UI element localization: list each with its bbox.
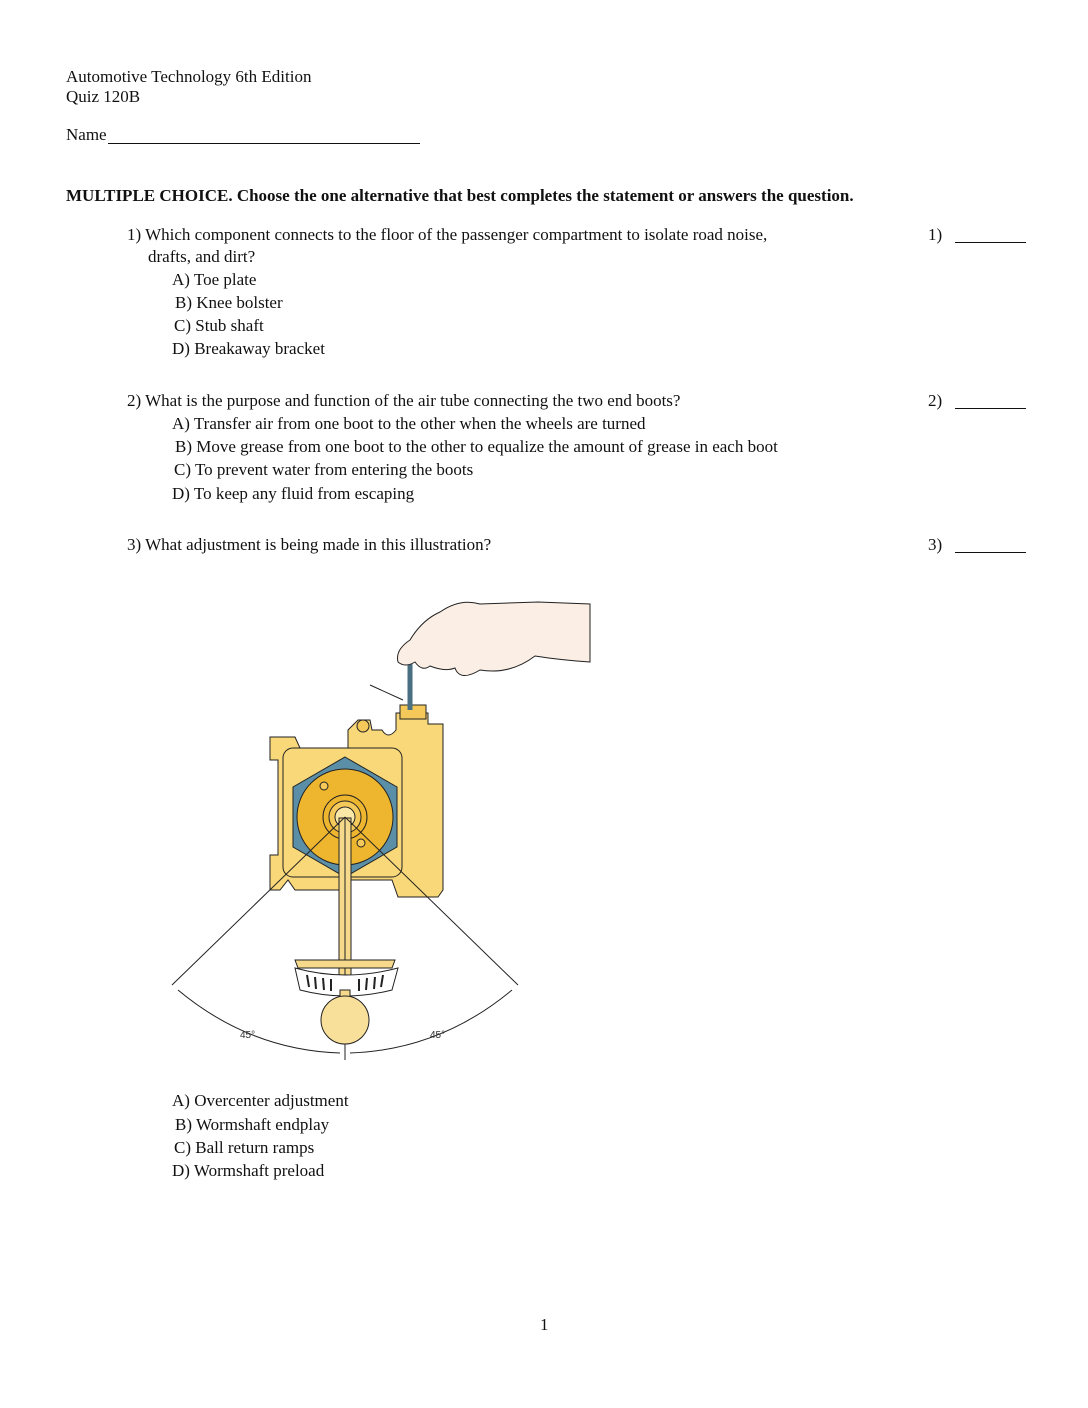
q1-option-b: B) Knee bolster [175,293,283,312]
quiz-title: Quiz 120B [66,87,141,106]
answer-1-number: 1) [928,225,943,244]
answer-3-blank[interactable] [955,552,1026,553]
answer-1-blank[interactable] [955,242,1026,243]
answer-2-blank[interactable] [955,408,1026,409]
q2-option-a: A) Transfer air from one boot to the other when the wheels are turned [172,414,646,433]
answer-2-number: 2) [928,391,943,410]
question-1-stem: 1) Which component connects to the floor of the passenger compartment to isolate road noise, [127,225,768,244]
name-field[interactable] [108,143,420,144]
q2-option-c: C) To prevent water from entering the boots [174,460,474,479]
angle-label-left: 45° [240,1030,256,1041]
q3-option-c: C) Ball return ramps [174,1138,315,1157]
question-3-stem: 3) What adjustment is being made in this illustration? [127,535,492,554]
q2-option-b: B) Move grease from one boot to the other to equalize the amount of grease in each boot [175,437,778,456]
page-number: 1 [540,1315,549,1334]
q3-option-b: B) Wormshaft endplay [175,1115,330,1134]
q2-option-d: D) To keep any fluid from escaping [172,484,415,503]
question-2-stem: 2) What is the purpose and function of the air tube connecting the two end boots? [127,391,681,410]
book-title: Automotive Technology 6th Edition [66,67,312,86]
question-1-stem-cont: drafts, and dirt? [148,247,256,266]
q1-option-a: A) Toe plate [172,270,257,289]
answer-3-number: 3) [928,535,943,554]
angle-label-right: 45° [430,1030,446,1041]
name-label: Name [66,125,107,144]
q3-option-a: A) Overcenter adjustment [172,1091,349,1110]
q1-option-d: D) Breakaway bracket [172,339,325,358]
q3-option-d: D) Wormshaft preload [172,1161,325,1180]
steering-gear-illustration [160,590,600,1060]
instructions: MULTIPLE CHOICE. Choose the one alternative that best completes the statement or answers the question. [66,186,854,205]
q1-option-c: C) Stub shaft [174,316,264,335]
